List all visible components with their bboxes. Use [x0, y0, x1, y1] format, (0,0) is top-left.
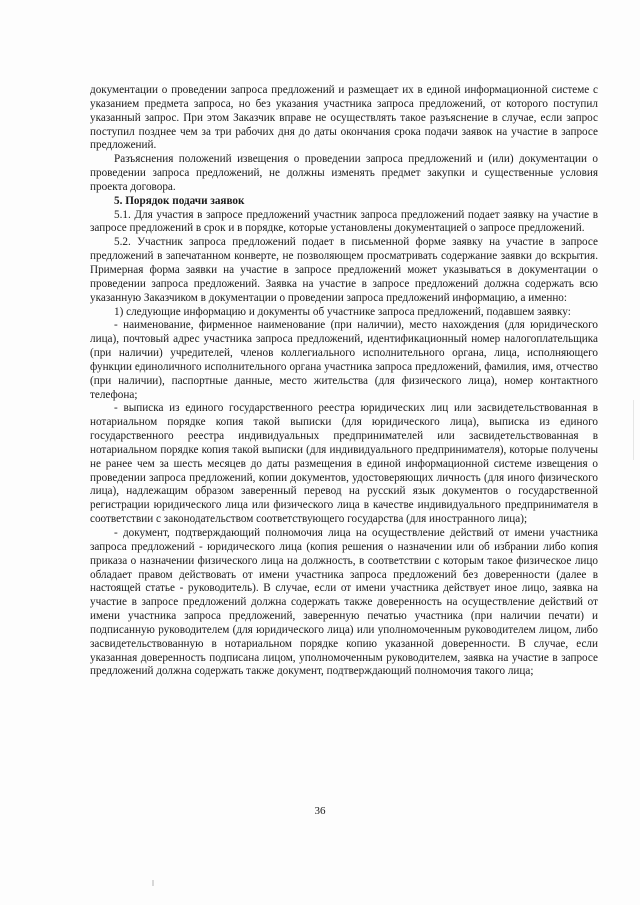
page-number: 36	[314, 805, 326, 817]
section-heading: 5. Порядок подачи заявок	[114, 194, 245, 207]
bullet-registry-extract: - выписка из единого государственного реестра юридических лиц или засвидетельствованная в нотариальном порядке копия такой выписки (для юридического лица), выписка из единого государственного реестра индивидуальных предпринимателей или засвидетельствованная в нотариальном порядке копия такой выписки (для индивидуального предпринимателя), которые получены не ранее чем за шесть месяцев до даты размещения в единой информационной системе извещения о проведении запроса предложений, копии документов, удостоверяющих личность (для иного физического лица), надлежащим образом заверенный перевод на русский язык документов о государственной регистрации юридического лица или физического лица в качестве индивидуального предпринимателя в соответствии с законодательством соответствующего государства (для иностранного лица);	[90, 402, 598, 526]
list-item-1: 1) следующие информацию и документы об участнике запроса предложений, подавшем заявку:	[114, 305, 571, 318]
bullet-authority-document: - документ, подтверждающий полномочия лица на осуществление действий от имени участника запроса предложений - юридического лица (копия решения о назначении или об избрании либо копия приказа о назначении физического лица на должность, в соответствии с которым такое физическое лицо обладает правом действовать от имени участника запроса предложений без доверенности (далее в настоящей статье - руководитель). В случае, если от имени участника действует иное лицо, заявка на участие в запросе предложений должна содержать также доверенность на осуществление действий от имени участника запроса предложений, заверенную печатью участника (при наличии печати) и подписанную руководителем (для юридического лица) или уполномоченным руководителем лицом, либо засвидетельствованную в нотариальном порядке копию указанной доверенности. В случае, если указанная доверенность подписана лицом, уполномоченным руководителем, заявка на участие в запросе предложений должна содержать также документ, подтверждающий полномочия такого лица;	[90, 527, 598, 678]
paragraph-clarification-continued: документации о проведении запроса предложений и размещает их в единой информационной системе с указанием предмета запроса, но без указания участника запроса предложений, от которого поступил указанный запрос. При этом Заказчик вправе не осуществлять такое разъяснение в случае, если запрос поступил позднее чем за три рабочих дня до даты окончания срока подачи заявок на участие в запросе предложений.	[90, 84, 598, 152]
document-body	[90, 84, 598, 679]
paragraph-5-2: 5.2. Участник запроса предложений подает в письменной форме заявку на участие в запросе предложений в запечатанном конверте, не позволяющем просматривать содержание заявки до вскрытия. Примерная форма заявки на участие в запросе предложений может указываться в документации о проведении запроса предложений. Заявка на участие в запросе предложений должна содержать всю указанную Заказчиком в документации о проведении запроса предложений информацию, а именно:	[90, 236, 598, 304]
paragraph-5-1: 5.1. Для участия в запросе предложений участник запроса предложений подает заявку на участие в запросе предложений в срок и в порядке, которые установлены документацией о запросе предложений.	[90, 208, 598, 235]
scan-edge-artifact	[633, 400, 634, 460]
scan-artifact	[152, 880, 154, 886]
paragraph-clarification-limits: Разъяснения положений извещения о проведении запроса предложений и (или) документации о проведении запроса предложений, не должны изменять предмет закупки и существенные условия проекта договора.	[90, 153, 598, 193]
bullet-participant-details: - наименование, фирменное наименование (при наличии), место нахождения (для юридического лица), почтовый адрес участника запроса предложений, идентификационный номер налогоплательщика (при наличии) учредителей, членов коллегиального исполнительного органа, лица, исполняющего функции единоличного исполнительного органа участника запроса предложений, фамилия, имя, отчество (при наличии), паспортные данные, место жительства (для физического лица), номер контактного телефона;	[90, 319, 598, 401]
